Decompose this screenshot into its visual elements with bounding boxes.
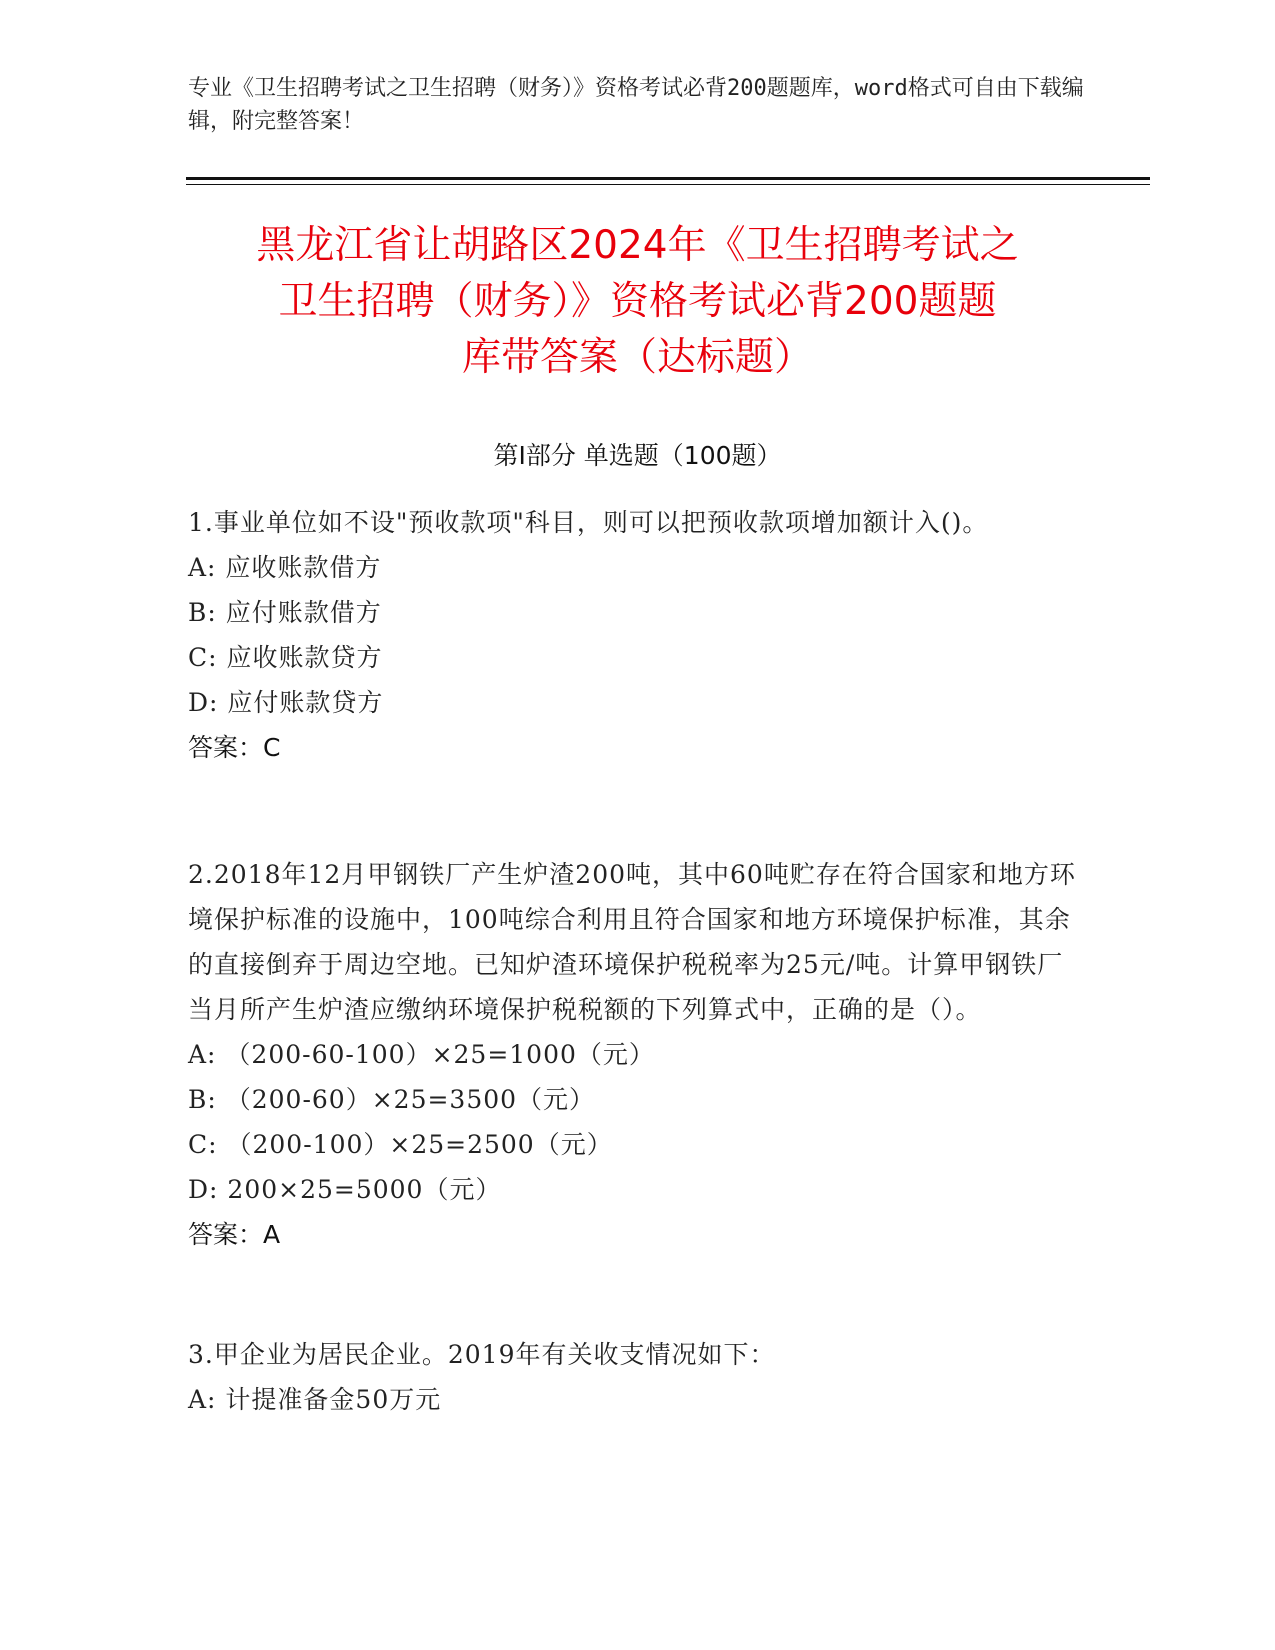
question-stem: 3.甲企业为居民企业。2019年有关收支情况如下： xyxy=(188,1340,776,1369)
option-b: B: （200-60）×25=3500（元） xyxy=(188,1085,596,1114)
option-d: D: 200×25=5000（元） xyxy=(188,1175,502,1204)
question-2 xyxy=(188,852,1088,1257)
option-c: C: 应收账款贷方 xyxy=(188,643,383,672)
section-title: 第I部分 单选题（100题） xyxy=(493,441,782,470)
document-title xyxy=(180,218,1095,386)
option-d: D: 应付账款贷方 xyxy=(188,688,384,717)
title-line: 库带答案（达标题） xyxy=(461,335,813,380)
answer: 答案：A xyxy=(188,1220,281,1249)
question-stem: 2.2018年12月甲钢铁厂产生炉渣200吨，其中60吨贮存在符合国家和地方环境保护标准的设施中，100吨综合利用且符合国家和地方环境保护标准，其余的直接倒弃于周边空地。已知炉渣环境保护税税率为25元/吨。计算甲钢铁厂当月所产生炉渣应缴纳环境保护税税额的下列算式中，正确的是（）。 xyxy=(188,860,1076,1024)
answer: 答案：C xyxy=(188,733,281,762)
question-1 xyxy=(188,500,1088,770)
option-c: C: （200-100）×25=2500（元） xyxy=(188,1130,613,1159)
header-rule-thin xyxy=(186,184,1150,185)
title-line: 黑龙江省让胡路区2024年《卫生招聘考试之 xyxy=(256,223,1019,268)
option-a: A: 计提准备金50万元 xyxy=(188,1385,442,1414)
option-a: A: 应收账款借方 xyxy=(188,553,382,582)
option-b: B: 应付账款借方 xyxy=(188,598,382,627)
header-rule-thick xyxy=(186,177,1150,180)
header-note: 专业《卫生招聘考试之卫生招聘（财务）》资格考试必背200题题库，word格式可自由下载编辑，附完整答案！ xyxy=(188,76,1084,134)
question-stem: 1.事业单位如不设"预收款项"科目，则可以把预收款项增加额计入()。 xyxy=(188,508,989,537)
title-line: 卫生招聘（财务）》资格考试必背200题题 xyxy=(278,279,997,324)
question-3 xyxy=(188,1332,1088,1422)
option-a: A: （200-60-100）×25=1000（元） xyxy=(188,1040,655,1069)
